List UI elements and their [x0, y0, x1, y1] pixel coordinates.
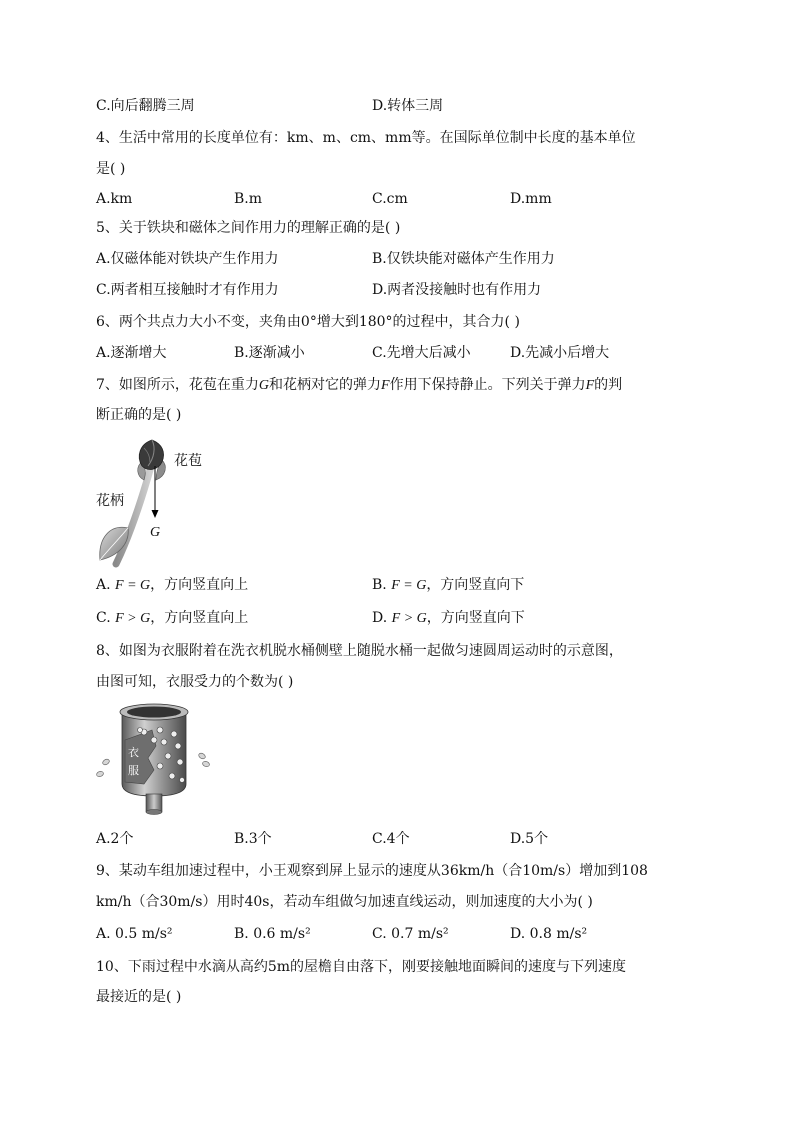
q7-option-c-math: F > G	[115, 611, 151, 626]
q4-stem-line2: 是( )	[96, 161, 126, 177]
fig-label-cloth-1: 衣	[128, 746, 139, 759]
q10-stem-line1: 10、下雨过程中水滴从高约5m的屋檐自由落下，刚要接触地面瞬间的速度与下列速度	[96, 959, 626, 975]
q3-option-c: C.向后翻腾三周	[96, 98, 195, 114]
q7-var-f: F	[381, 378, 390, 393]
q9-stem-line1: 9、某动车组加速过程中，小王观察到屏上显示的速度从36km/h（合10m/s）增加到108	[96, 863, 648, 879]
q7-option-d: D. F > G，方向竖直向下	[372, 610, 525, 626]
q4-option-c: C.cm	[372, 191, 408, 207]
fig-label-g: G	[150, 525, 161, 540]
q3-option-d: D.转体三周	[372, 98, 444, 114]
q8-option-b: B.3个	[234, 831, 272, 847]
q7-stem-part3: 作用下保持静止。下列关于弹力	[389, 377, 586, 393]
q7-option-b-math: F = G	[391, 578, 427, 593]
q7-option-b: B. F = G，方向竖直向下	[372, 577, 525, 593]
q6-option-c: C.先增大后减小	[372, 345, 471, 361]
q7-option-a-math: F = G	[115, 578, 151, 593]
q7-option-c: C. F > G，方向竖直向上	[96, 610, 249, 626]
q9-option-a: A. 0.5 m/s²	[96, 926, 173, 942]
q7-option-a-text: ，方向竖直向上	[150, 577, 249, 593]
q4-option-a: A.km	[96, 191, 133, 207]
q5-stem: 5、关于铁块和磁体之间作用力的理解正确的是( )	[96, 220, 401, 236]
q4-stem-line1: 4、生活中常用的长度单位有：km、m、cm、mm等。在国际单位制中长度的基本单位	[96, 130, 636, 146]
q8-option-a: A.2个	[96, 831, 134, 847]
q7-option-d-math: F > G	[391, 611, 427, 626]
q6-stem: 6、两个共点力大小不变，夹角由0°增大到180°的过程中，其合力( )	[96, 314, 520, 330]
spin-dryer-figure	[94, 700, 214, 820]
q7-stem-part2: 和花柄对它的弹力	[269, 377, 382, 393]
q7-stem-line2: 断正确的是( )	[96, 407, 182, 423]
q5-option-a: A.仅磁体能对铁块产生作用力	[96, 251, 279, 267]
q8-stem-line2: 由图可知，衣服受力的个数为( )	[96, 674, 294, 690]
q4-option-d: D.mm	[510, 191, 552, 207]
q7-var-g: G	[258, 378, 270, 393]
q8-option-c: C.4个	[372, 831, 410, 847]
q7-option-a: A. F = G，方向竖直向上	[96, 577, 249, 593]
q7-option-d-text: ，方向竖直向下	[426, 610, 525, 626]
q4-option-b: B.m	[234, 191, 263, 207]
q9-option-d: D. 0.8 m/s²	[510, 926, 588, 942]
fig-label-bud: 花苞	[174, 453, 202, 469]
q8-option-d: D.5个	[510, 831, 549, 847]
q10-stem-line2: 最接近的是( )	[96, 989, 182, 1005]
q7-stem-part1: 7、如图所示，花苞在重力	[96, 377, 259, 393]
q5-option-b: B.仅铁块能对磁体产生作用力	[372, 251, 555, 267]
q9-option-c: C. 0.7 m/s²	[372, 926, 449, 942]
q9-stem-line2: km/h（合30m/s）用时40s，若动车组做匀加速直线运动，则加速度的大小为( )	[96, 894, 593, 910]
q5-option-d: D.两者没接触时也有作用力	[372, 282, 542, 298]
q7-option-b-text: ，方向竖直向下	[426, 577, 525, 593]
flower-bud-figure	[92, 436, 222, 566]
fig-label-cloth-2: 服	[128, 764, 139, 777]
q7-stem-line1	[96, 375, 622, 396]
q7-stem-part4: 的判	[594, 377, 623, 393]
q6-option-d: D.先减小后增大	[510, 345, 610, 361]
q5-option-c: C.两者相互接触时才有作用力	[96, 282, 279, 298]
q6-option-b: B.逐渐减小	[234, 345, 305, 361]
q7-var-f-2: F	[585, 378, 595, 393]
q7-option-c-text: ，方向竖直向上	[150, 610, 249, 626]
q8-stem-line1: 8、如图为衣服附着在洗衣机脱水桶侧壁上随脱水桶一起做匀速圆周运动时的示意图，	[96, 643, 623, 659]
q9-option-b: B. 0.6 m/s²	[234, 926, 311, 942]
fig-label-stem: 花柄	[96, 493, 124, 509]
q6-option-a: A.逐渐增大	[96, 345, 167, 361]
